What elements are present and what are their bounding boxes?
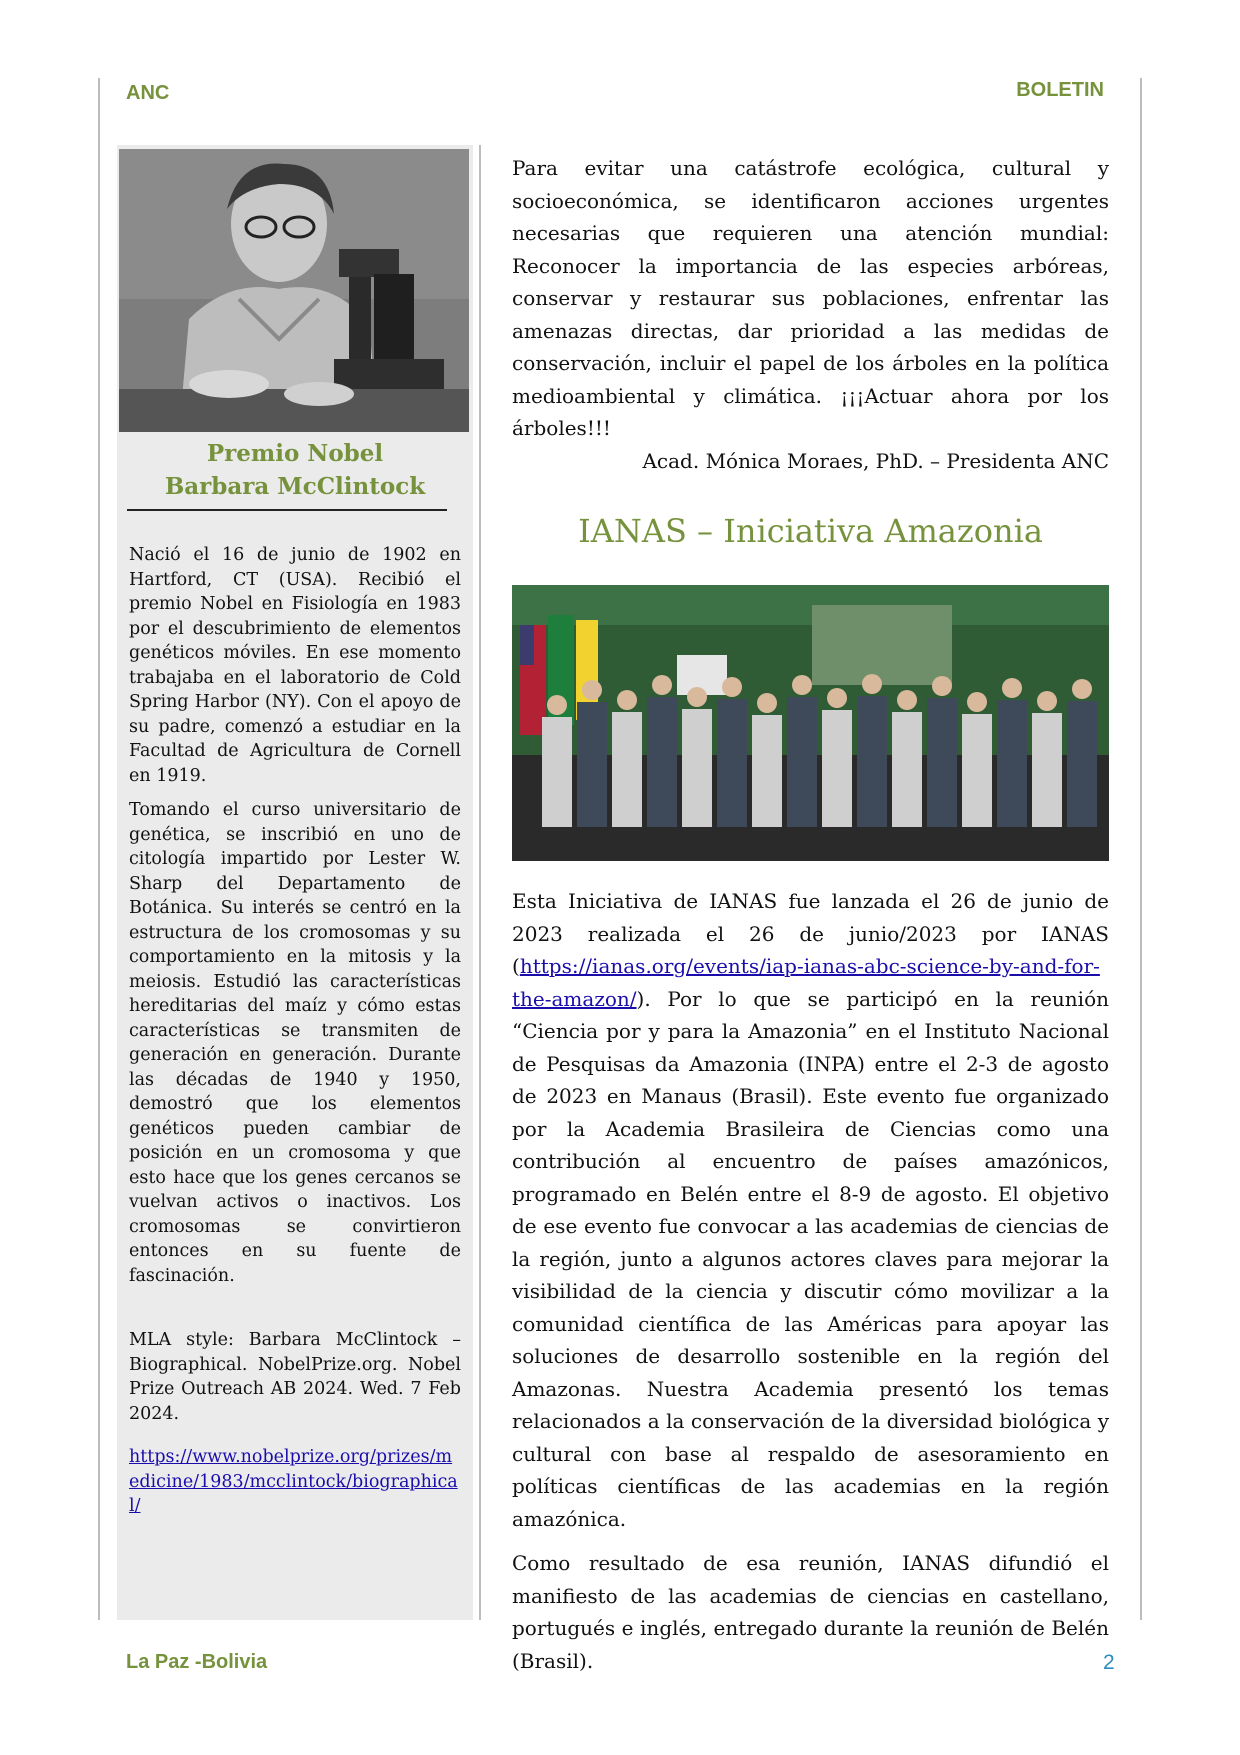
citation-text: MLA style: Barbara McClintock – Biographical. NobelPrize.org. Nobel Prize Outreach AB 2024. Wed. 7 Feb 2024.	[129, 1330, 461, 1424]
sidebar-title-line2: Barbara McClintock	[164, 473, 426, 500]
group-photo-illustration	[512, 585, 1109, 861]
sidebar-panel	[117, 145, 473, 1620]
section-body	[512, 885, 1109, 1677]
portrait-photo	[119, 149, 469, 432]
section-p1-after: ). Por lo que se participó en la reunión “Ciencia por y para la Amazonia” en el Instituto Nacional de Pesquisas da Amazonia (INPA) entre el 2-3 de agosto de 2023 en Manaus (Brasil). Este evento fue organizado por la Academia Brasileira de Ciencias como una contribución al encuentro de países amazónicos, programado en Belén entre el 8-9 de agosto. El objetivo de ese evento fue convocar a las academias de ciencias de la región, junto a algunos actores claves para mejorar la visibilidad de la ciencia y discutir cómo movilizar a la comunidad científica de las Américas para apoyar las soluciones de desarrollo sostenible en la región del Amazonas. Nuestra Academia presentó los temas relacionados a la conservación de la diversidad biológica y cultural con base al respaldo de asesoramiento en políticas científicas de las academias en la región amazónica.	[512, 986, 1109, 1531]
column-divider	[479, 145, 481, 1620]
intro-signature: Acad. Mónica Moraes, PhD. – Presidenta ANC	[642, 448, 1109, 473]
sidebar-title-line1: Premio Nobel	[206, 440, 384, 467]
section-title: IANAS – Iniciativa Amazonia	[578, 512, 1043, 550]
sidebar-link-block	[129, 1445, 461, 1519]
title-underline	[127, 509, 447, 511]
page-number: 2	[1103, 1651, 1115, 1674]
intro-paragraph: Para evitar una catástrofe ecológica, cultural y socioeconómica, se identificaron acciones urgentes necesarias que requieren una atención mundial: Reconocer la importancia de las especies arbóreas, conservar y restaurar sus poblaciones, enfrentar las amenazas directas, dar prioridad a las medidas de conservación, incluir el papel de los árboles en la política medioambiental y climática. ¡¡¡Actuar ahora por los árboles!!!	[512, 156, 1109, 440]
header-left: ANC	[126, 82, 170, 104]
section-p1-before: Esta Iniciativa de IANAS fue lanzada el 26 de junio de 2023 realizada el 26 de junio/2023 por IANAS (	[512, 889, 1109, 978]
section-paragraph-1	[512, 885, 1109, 1535]
right-margin-rule	[1140, 78, 1142, 1620]
group-photo	[512, 585, 1109, 861]
footer-location: La Paz -Bolivia	[126, 1651, 268, 1673]
header-right: BOLETIN	[1016, 79, 1104, 101]
bio-paragraph-2: Tomando el curso universitario de genética, se inscribió en uno de citología impartido por Lester W. Sharp del Departamento de Botánica. Su interés se centró en la estructura de los cromosomas y su comportamiento en la mitosis y la meiosis. Estudió las características hereditarias del maíz y cómo estas características se transmiten de generación en generación. Durante las décadas de 1940 y 1950, demostró que los elementos genéticos pueden cambiar de posición en un cromosoma y que esto hace que los genes cercanos se vuelvan activos o inactivos. Los cromosomas se convirtieron entonces en su fuente de fascinación.	[129, 800, 461, 1286]
bio-paragraph-1: Nació el 16 de junio de 1902 en Hartford, CT (USA). Recibió el premio Nobel en Fisiología en 1983 por el descubrimiento de elementos genéticos móviles. En ese momento trabajaba en el laboratorio de Cold Spring Harbor (NY). Con el apoyo de su padre, comenzó a estudiar en la Facultad de Agricultura de Cornell en 1919.	[129, 545, 461, 786]
nobel-link[interactable]: https://www.nobelprize.org/prizes/medicine/1983/mcclintock/biographical/	[129, 1447, 458, 1516]
portrait-illustration	[119, 149, 469, 432]
left-margin-rule	[98, 78, 100, 1620]
section-paragraph-2: Como resultado de esa reunión, IANAS difundió el manifiesto de las academias de ciencias en castellano, portugués e inglés, entregado durante la reunión de Belén (Brasil).	[512, 1551, 1109, 1673]
ianas-link[interactable]: https://ianas.org/events/iap-ianas-abc-science-by-and-for-the-amazon/	[512, 954, 1100, 1011]
sidebar-bio	[129, 543, 461, 1298]
intro-block	[512, 152, 1109, 477]
sidebar-citation	[129, 1328, 461, 1436]
sidebar-title	[117, 437, 473, 503]
